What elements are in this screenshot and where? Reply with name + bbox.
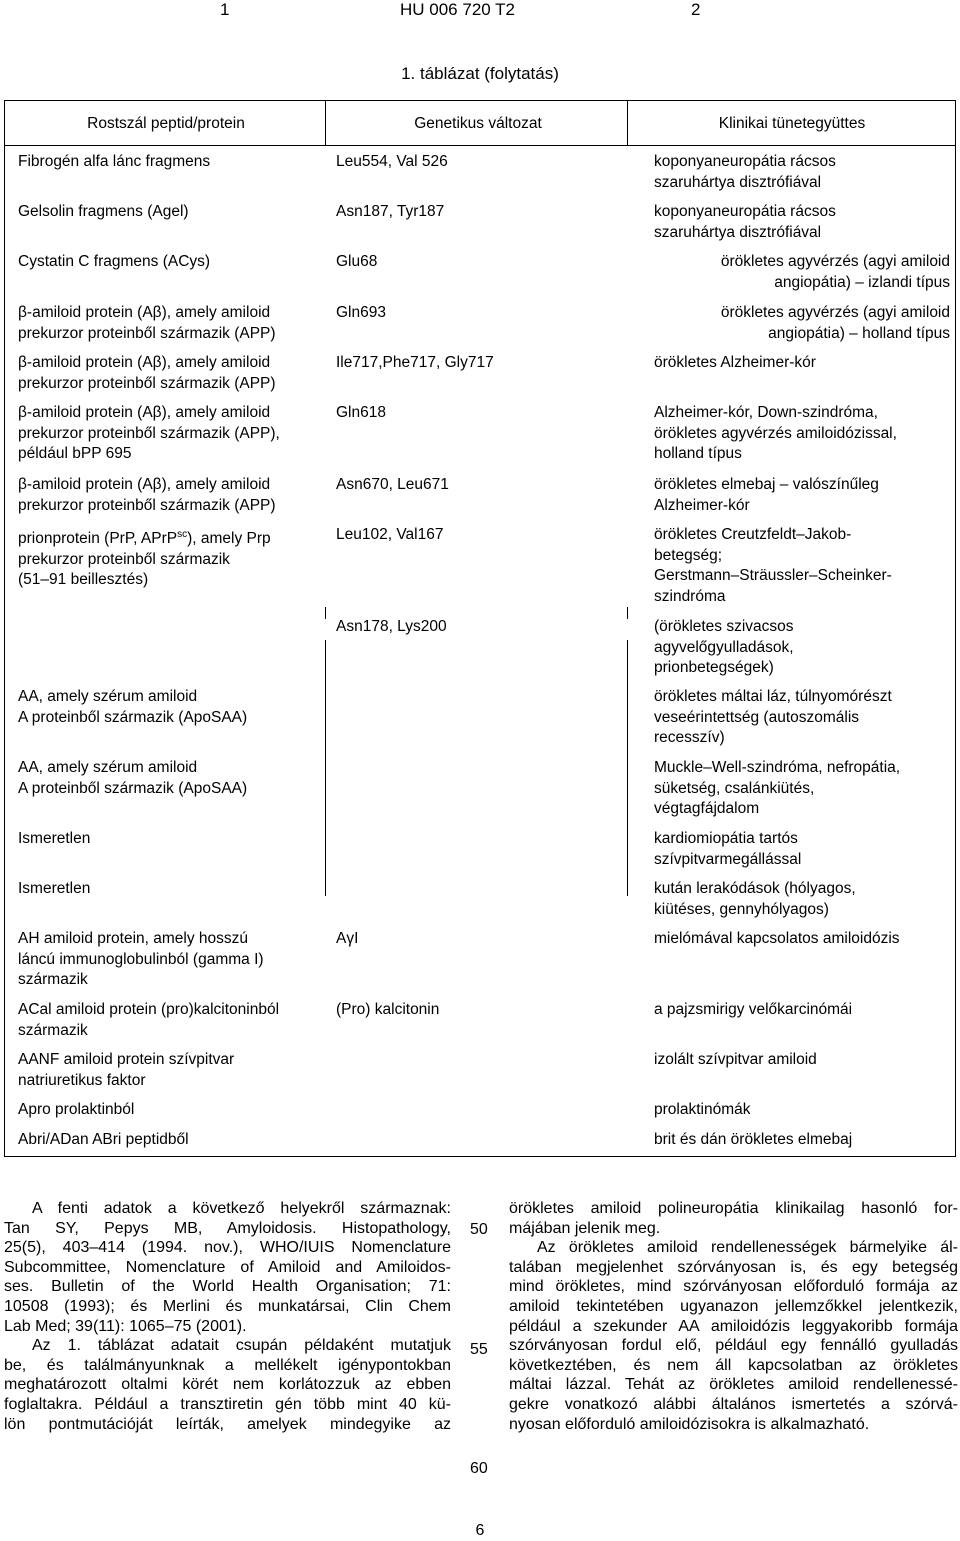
cell-line: Cystatin C fragmens (ACys) bbox=[18, 253, 211, 270]
text-line: 10508 (1993); és Merlini és munkatársai, Clin Chem bbox=[4, 1297, 451, 1315]
text-line: májában jelenik meg. bbox=[509, 1219, 661, 1237]
column-header-variant: Genetikus változat bbox=[414, 115, 542, 132]
cell-line: AANF amiloid protein szívpitvar bbox=[18, 1051, 235, 1068]
cell-variant bbox=[336, 1000, 626, 1021]
cell-syndrome bbox=[654, 1000, 950, 1021]
cell-peptide bbox=[18, 1130, 318, 1151]
column-divider-segment bbox=[627, 607, 628, 619]
cell-line: brit és dán örökletes elmebaj bbox=[654, 1131, 853, 1148]
cell-line: örökletes máltai láz, túlnyomórészt bbox=[654, 688, 892, 705]
cell-line: β-amiloid protein (Aβ), amely amiloid bbox=[18, 304, 271, 321]
cell-peptide bbox=[18, 303, 318, 344]
cell-line: Ismeretlen bbox=[18, 830, 91, 847]
cell-variant bbox=[336, 525, 626, 546]
cell-peptide bbox=[18, 403, 318, 465]
table-caption: 1. táblázat (folytatás) bbox=[401, 64, 559, 83]
table-header-divider bbox=[5, 145, 955, 146]
cell-line: örökletes agyvérzés amiloidózissal, bbox=[654, 424, 897, 442]
cell-syndrome bbox=[654, 252, 950, 293]
cell-line: Gln618 bbox=[336, 404, 386, 421]
cell-line: prionprotein (PrP, APrP$^{sc}$), amely Prp bbox=[18, 529, 271, 548]
cell-line: Fibrogén alfa lánc fragmens bbox=[18, 153, 211, 170]
cell-peptide bbox=[18, 1000, 318, 1041]
text-line: be, és találmányunknak a mellékelt igénypontokban bbox=[4, 1356, 451, 1374]
cell-peptide bbox=[18, 879, 318, 900]
cell-line: natriuretikus faktor bbox=[18, 1071, 146, 1089]
cell-line: szívpitvarmegállással bbox=[654, 850, 802, 868]
column-header-peptide: Rostszál peptid/protein bbox=[87, 115, 245, 132]
cell-line: (Pro) kalcitonin bbox=[336, 1001, 440, 1018]
right-text-column bbox=[509, 1199, 958, 1434]
cell-syndrome bbox=[654, 687, 950, 749]
cell-line: szaruhártya disztrófiával bbox=[654, 173, 822, 191]
cell-line: β-amiloid protein (Aβ), amely amiloid bbox=[18, 404, 271, 421]
text-line: ses. Bulletin of the World Health Organisation; 71: bbox=[4, 1278, 451, 1296]
cell-line: származik bbox=[18, 1021, 88, 1039]
text-line: Tan SY, Pepys MB, Amyloidosis. Histopathology, bbox=[4, 1219, 451, 1237]
cell-line: β-amiloid protein (Aβ), amely amiloid bbox=[18, 476, 271, 493]
cell-line: szaruhártya disztrófiával bbox=[654, 223, 822, 241]
left-text-column bbox=[4, 1199, 451, 1434]
cell-syndrome bbox=[654, 353, 950, 374]
cell-variant bbox=[336, 929, 626, 950]
cell-line: veseérintettség (autoszomális bbox=[654, 708, 860, 726]
text-line: talában megjelenhet szórványosan is, és egy betegség bbox=[509, 1258, 958, 1276]
cell-syndrome bbox=[654, 303, 950, 344]
cell-line: Asn670, Leu671 bbox=[336, 476, 449, 493]
cell-line: ACal amiloid protein (pro)kalcitoninból bbox=[18, 1001, 280, 1018]
cell-line: A proteinből származik (ApoSAA) bbox=[18, 708, 248, 726]
cell-line: Alzheimer-kór, Down-szindróma, bbox=[654, 404, 878, 421]
cell-line: Gln693 bbox=[336, 304, 386, 321]
cell-peptide bbox=[18, 929, 318, 991]
text-line: 25(5), 403–414 (1994. nov.), WHO/IUIS Nomenclature bbox=[4, 1239, 451, 1257]
cell-line: A proteinből származik (ApoSAA) bbox=[18, 779, 248, 797]
cell-syndrome bbox=[654, 879, 950, 920]
cell-line: örökletes agyvérzés (agyi amiloid bbox=[720, 304, 950, 321]
cell-line: Glu68 bbox=[336, 253, 378, 270]
cell-syndrome bbox=[654, 617, 950, 679]
cell-line: prekurzor proteinből származik bbox=[18, 550, 230, 568]
cell-syndrome bbox=[654, 758, 950, 820]
cell-line: prekurzor proteinből származik (APP), bbox=[18, 424, 280, 442]
cell-line: Ismeretlen bbox=[18, 880, 91, 897]
text-line: meghatározott oltalmi körét nem korlátozzuk az ebben bbox=[4, 1376, 451, 1394]
cell-syndrome bbox=[654, 929, 950, 950]
text-line: következtében, és nem áll kapcsolatban az örökletes bbox=[509, 1356, 958, 1374]
cell-line: kiütéses, gennyhólyagos) bbox=[654, 900, 829, 918]
cell-peptide bbox=[18, 475, 318, 516]
cell-line: Leu102, Val167 bbox=[336, 526, 444, 543]
cell-line: angiopátia) – izlandi típus bbox=[774, 273, 950, 291]
cell-line: Gelsolin fragmens (Agel) bbox=[18, 203, 189, 220]
cell-line: Leu554, Val 526 bbox=[336, 153, 448, 170]
cell-line: izolált szívpitvar amiloid bbox=[654, 1051, 817, 1068]
cell-variant bbox=[336, 353, 626, 374]
column-divider-segment bbox=[325, 640, 326, 896]
cell-line: β-amiloid protein (Aβ), amely amiloid bbox=[18, 354, 271, 371]
header-divider-2 bbox=[627, 101, 628, 145]
cell-peptide bbox=[18, 1050, 318, 1091]
cell-syndrome bbox=[654, 1050, 950, 1071]
column-divider-segment bbox=[627, 640, 628, 896]
cell-line: kután lerakódások (hólyagos, bbox=[654, 880, 856, 897]
cell-line: láncú immunoglobulinból (gamma I) bbox=[18, 950, 264, 968]
text-line: mind örökletes, mind szórványosan előforduló formája az bbox=[509, 1278, 958, 1296]
cell-line: Abri/ADan ABri peptidből bbox=[18, 1131, 189, 1148]
cell-line: (örökletes szivacsos bbox=[654, 618, 794, 635]
cell-line: Ile717,Phe717, Gly717 bbox=[336, 354, 494, 371]
cell-variant bbox=[336, 617, 626, 638]
cell-line: AA, amely szérum amiloid bbox=[18, 759, 198, 776]
cell-line: angiopátia) – holland típus bbox=[768, 324, 950, 342]
cell-line: (51–91 beillesztés) bbox=[18, 571, 149, 589]
cell-line: AA, amely szérum amiloid bbox=[18, 688, 198, 705]
amyloid-table bbox=[4, 100, 956, 1157]
text-line: amiloid tekintetében ugyanazon jellemzőkkel jelentkezik, bbox=[509, 1297, 958, 1315]
cell-syndrome bbox=[654, 475, 950, 516]
patent-number: HU 006 720 T2 bbox=[400, 0, 515, 19]
cell-line: Apro prolaktinból bbox=[18, 1101, 135, 1118]
cell-syndrome bbox=[654, 1100, 950, 1121]
header-divider-1 bbox=[325, 101, 326, 145]
cell-line: betegség; bbox=[654, 546, 723, 564]
cell-line: örökletes agyvérzés (agyi amiloid bbox=[720, 253, 950, 270]
column-divider-segment bbox=[325, 607, 326, 619]
cell-line: például bPP 695 bbox=[18, 445, 132, 462]
cell-peptide bbox=[18, 202, 318, 223]
cell-line: koponyaneuropátia rácsos bbox=[654, 203, 836, 220]
cell-variant bbox=[336, 303, 626, 324]
cell-line: végtagfájdalom bbox=[654, 800, 760, 817]
cell-line: AγI bbox=[336, 930, 359, 947]
cell-line: prekurzor proteinből származik (APP) bbox=[18, 374, 276, 392]
text-line: Az örökletes amiloid rendellenességek bármelyike ál- bbox=[537, 1239, 958, 1257]
text-line: lön pontmutációját leírták, amelyek mindegyike az bbox=[4, 1415, 451, 1433]
cell-line: AH amiloid protein, amely hosszú bbox=[18, 930, 249, 947]
cell-line: Asn187, Tyr187 bbox=[336, 203, 445, 220]
cell-syndrome bbox=[654, 202, 950, 243]
cell-peptide bbox=[18, 687, 318, 728]
text-line: szórványosan fordul elő, például egy fennálló gyulladás bbox=[509, 1337, 958, 1355]
cell-line: Muckle–Well-szindróma, nefropátia, bbox=[654, 759, 901, 776]
cell-line: prionbetegségek) bbox=[654, 659, 774, 676]
text-line: örökletes amiloid polineuropátia klinikailag hasonló for- bbox=[509, 1200, 958, 1217]
header-right-column-number: 2 bbox=[691, 0, 701, 19]
cell-syndrome bbox=[654, 403, 950, 465]
cell-line: agyvelőgyulladások, bbox=[654, 638, 794, 656]
cell-peptide bbox=[18, 758, 318, 799]
line-number-55: 55 bbox=[470, 1341, 488, 1358]
cell-peptide bbox=[18, 252, 318, 273]
cell-variant bbox=[336, 152, 626, 173]
text-line: Az 1. táblázat adatait csupán példaként mutatjuk bbox=[32, 1337, 451, 1355]
cell-variant bbox=[336, 202, 626, 223]
cell-line: örökletes Creutzfeldt–Jakob- bbox=[654, 526, 852, 543]
cell-line: prolaktinómák bbox=[654, 1101, 751, 1118]
text-line: A fenti adatok a következő helyekről származnak: bbox=[32, 1200, 451, 1217]
text-line: gekre vonatkozó alábbi általános ismertetés a szórvá- bbox=[509, 1395, 958, 1413]
cell-peptide bbox=[18, 829, 318, 850]
cell-variant bbox=[336, 252, 626, 273]
text-line: Lab Med; 39(11): 1065–75 (2001). bbox=[4, 1317, 247, 1335]
cell-line: származik bbox=[18, 971, 88, 988]
cell-peptide bbox=[18, 1100, 318, 1121]
cell-line: koponyaneuropátia rácsos bbox=[654, 153, 836, 170]
text-line: Subcommittee, Nomenclature of Amiloid and Amiloidos- bbox=[4, 1258, 451, 1276]
cell-syndrome bbox=[654, 1130, 950, 1151]
cell-line: prekurzor proteinből származik (APP) bbox=[18, 324, 276, 342]
cell-syndrome bbox=[654, 829, 950, 870]
cell-line: örökletes elmebaj – valószínűleg bbox=[654, 476, 879, 493]
cell-line: prekurzor proteinből származik (APP) bbox=[18, 496, 276, 514]
cell-peptide bbox=[18, 152, 318, 173]
cell-line: Alzheimer-kór bbox=[654, 496, 750, 514]
cell-line: kardiomiopátia tartós bbox=[654, 830, 798, 847]
cell-line: Asn178, Lys200 bbox=[336, 618, 447, 635]
line-number-60: 60 bbox=[470, 1460, 488, 1477]
cell-line: szindróma bbox=[654, 587, 726, 605]
cell-line: holland típus bbox=[654, 445, 742, 462]
cell-line: mielómával kapcsolatos amiloidózis bbox=[654, 930, 900, 947]
cell-line: Gerstmann–Sträussler–Scheinker- bbox=[654, 567, 892, 584]
cell-line: süketség, csalánkiütés, bbox=[654, 779, 815, 797]
text-line: nyosan előforduló amiloidózisokra is alkalmazható. bbox=[509, 1415, 870, 1433]
cell-variant bbox=[336, 403, 626, 424]
cell-variant bbox=[336, 475, 626, 496]
cell-syndrome bbox=[654, 152, 950, 193]
line-number-50: 50 bbox=[470, 1221, 488, 1238]
cell-line: a pajzsmirigy velőkarcinómái bbox=[654, 1001, 853, 1018]
text-line: foglaltakra. Például a transztiretin gén több mint 40 kü- bbox=[4, 1395, 451, 1413]
page-number: 6 bbox=[475, 1522, 485, 1539]
cell-line: örökletes Alzheimer-kór bbox=[654, 354, 816, 371]
cell-syndrome bbox=[654, 525, 950, 607]
text-line: például a szekunder AA amiloidózis leggyakoribb formája bbox=[509, 1317, 958, 1335]
column-header-syndrome: Klinikai tünetegyüttes bbox=[718, 115, 866, 132]
cell-peptide bbox=[18, 525, 318, 591]
cell-peptide bbox=[18, 353, 318, 394]
text-line: máltai lázzal. Tehát az örökletes amiloid rendellenessé- bbox=[509, 1376, 958, 1394]
header-left-column-number: 1 bbox=[220, 0, 230, 19]
cell-line: recesszív) bbox=[654, 729, 725, 746]
